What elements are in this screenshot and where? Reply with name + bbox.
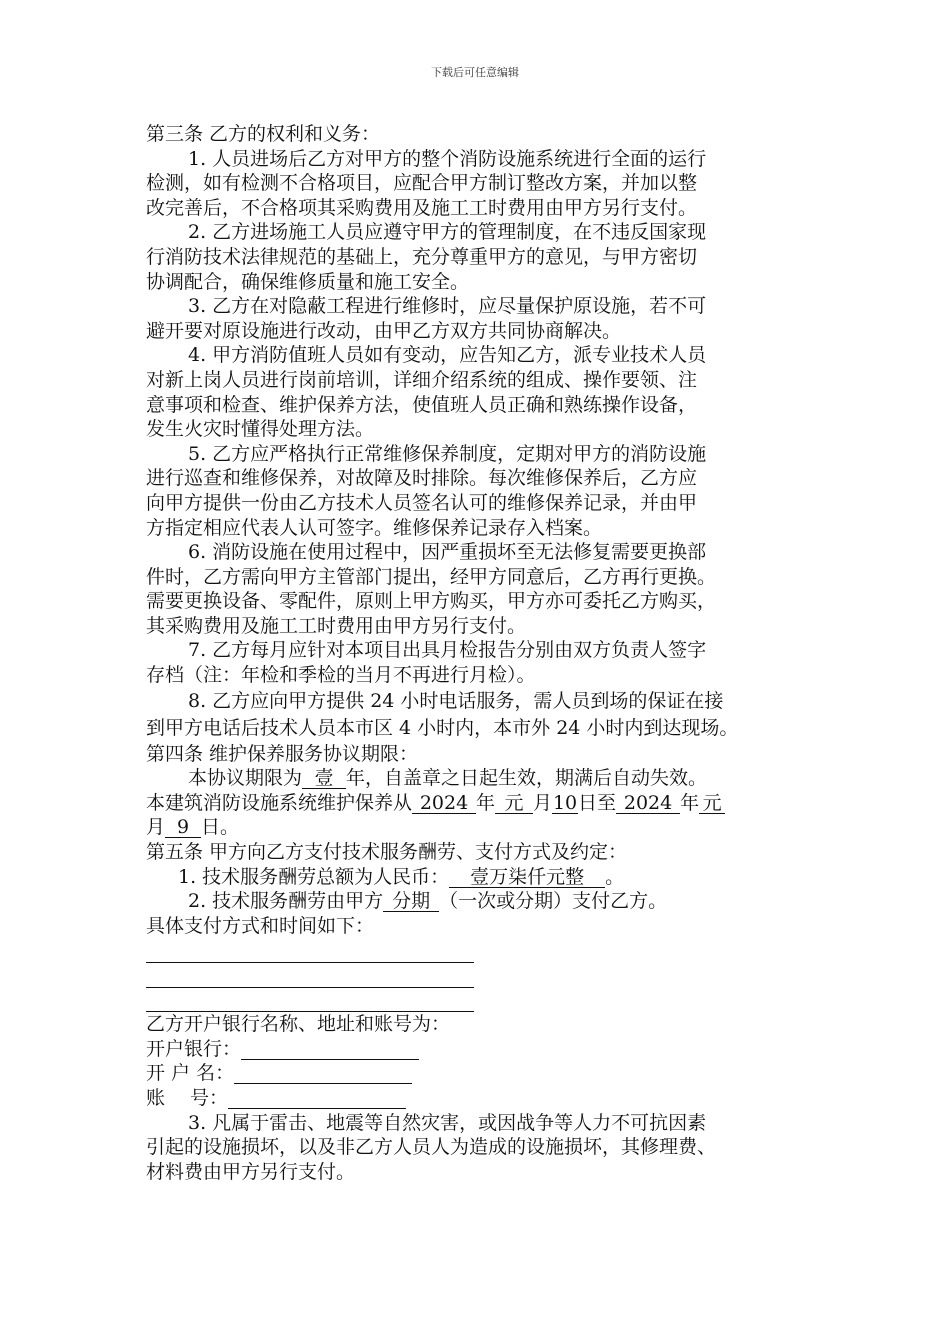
end-year-field: 2024 <box>616 793 680 814</box>
end-month-field: 元 <box>699 793 725 814</box>
clause-3-3-line: 3. 乙方在对隐蔽工程进行维修时，应尽量保护原设施，若不可 <box>188 295 707 318</box>
period-text: 日至 <box>578 791 617 814</box>
clause-3-6-line: 其采购费用及施工工时费用由甲方另行支付。 <box>146 614 527 637</box>
clause-3-6-line: 6. 消防设施在使用过程中，因严重损坏至无法修复需要更换部 <box>188 541 707 564</box>
account-name-label: 开 户 名： <box>146 1062 235 1085</box>
payment-method-line <box>146 889 816 914</box>
bank-label: 开户银行： <box>146 1037 242 1060</box>
period-line <box>146 815 816 840</box>
account-number-field <box>228 1088 406 1109</box>
clause-3-1-line: 1. 人员进场后乙方对甲方的整个消防设施系统进行全面的运行 <box>188 147 707 170</box>
start-day-field: 10 <box>552 791 578 814</box>
clause-3-7-line: 存档（注：年检和季检的当月不再进行月检）。 <box>146 664 536 687</box>
clause-3-8-line: 8. 乙方应向甲方提供 24 小时电话服务，需人员到场的保证在接 <box>188 689 724 712</box>
clause-3-5-line: 5. 乙方应严格执行正常维修保养制度，定期对甲方的消防设施 <box>188 442 707 465</box>
clause-5-3-line: 3. 凡属于雷击、地震等自然灾害，或因战争等人力不可抗因素 <box>188 1111 707 1134</box>
bank-name-line <box>146 1037 816 1062</box>
payment-detail-label: 具体支付方式和时间如下： <box>146 914 375 937</box>
clause-3-6-line: 件时，乙方需向甲方主管部门提出，经甲方同意后，乙方再行更换。 <box>146 565 717 588</box>
period-text: 月 <box>146 816 166 839</box>
fee-text: 1. 技术服务酬劳总额为人民币： <box>178 865 450 888</box>
payment-method-field: 分期 <box>383 891 439 912</box>
page-header: 下载后可任意编辑 <box>431 66 519 79</box>
clause-5-3-line: 材料费由甲方另行支付。 <box>146 1160 356 1183</box>
clause-3-4-line: 对新上岗人员进行岗前培训，详细介绍系统的组成、操作要领、注 <box>146 368 698 391</box>
period-line <box>146 791 816 816</box>
period-text: 日。 <box>201 816 240 839</box>
term-text: 本协议期限为 <box>188 767 303 790</box>
clause-3-2-line: 行消防技术法律规范的基础上，充分尊重甲方的意见，与甲方密切 <box>146 245 698 268</box>
document-body <box>146 122 816 1184</box>
payment-detail-blank <box>146 963 474 988</box>
period-text: 年 <box>680 791 700 814</box>
account-number-label: 账 号： <box>146 1086 229 1109</box>
article-5-title: 第五条 甲方向乙方支付技术服务酬劳、支付方式及约定： <box>146 841 628 864</box>
payment-detail-blank <box>146 988 474 1013</box>
term-text: 年，自盖章之日起生效，期满后自动失效。 <box>346 767 708 790</box>
clause-3-5-line: 进行巡查和维修保养，对故障及时排除。每次维修保养后，乙方应 <box>146 467 698 490</box>
end-day-field: 9 <box>165 817 201 838</box>
payment-detail-blank <box>146 938 474 963</box>
fee-text: 。 <box>605 865 625 888</box>
clause-3-1-line: 改完善后，不合格项其采购费用及施工工时费用由甲方另行支付。 <box>146 196 698 219</box>
term-line <box>146 766 816 791</box>
clause-3-4-line: 4. 甲方消防值班人员如有变动，应告知乙方，派专业技术人员 <box>188 344 707 367</box>
start-month-field: 元 <box>495 793 533 814</box>
article-3-title: 第三条 乙方的权利和义务： <box>146 123 381 145</box>
clause-3-1-line: 检测，如有检测不合格项目，应配合甲方制订整改方案，并加以整 <box>146 172 698 195</box>
period-text: 本建筑消防设施系统维护保养从 <box>146 791 413 814</box>
clause-5-3-line: 引起的设施损坏，以及非乙方人员人为造成的设施损坏，其修理费、 <box>146 1136 717 1159</box>
fee-amount-field: 壹万柒仟元整 <box>449 867 605 888</box>
clause-3-5-line: 向甲方提供一份由乙方技术人员签名认可的维修保养记录，并由甲 <box>146 491 698 514</box>
period-text: 年 <box>476 791 496 814</box>
clause-3-7-line: 7. 乙方每月应针对本项目出具月检报告分别由双方负责人签字 <box>188 639 707 662</box>
clause-3-6-line: 需要更换设备、零配件，原则上甲方购买，甲方亦可委托乙方购买， <box>146 590 717 613</box>
payment-text: （一次或分期）支付乙方。 <box>439 890 668 913</box>
account-name-line <box>146 1061 816 1086</box>
term-years-field: 壹 <box>302 768 346 789</box>
bank-name-field <box>241 1039 419 1060</box>
account-name-field <box>234 1063 412 1084</box>
fee-total-line <box>146 865 816 890</box>
clause-3-2-line: 协调配合，确保维修质量和施工安全。 <box>146 270 470 293</box>
clause-3-2-line: 2. 乙方进场施工人员应遵守甲方的管理制度，在不违反国家现 <box>188 221 707 244</box>
clause-3-8-line: 到甲方电话后技术人员本市区 4 小时内，本市外 24 小时内到达现场。 <box>146 716 739 739</box>
article-4-title: 第四条 维护保养服务协议期限： <box>146 742 419 765</box>
start-year-field: 2024 <box>412 793 476 814</box>
clause-3-3-line: 避开要对原设施进行改动，由甲乙方双方共同协商解决。 <box>146 319 622 342</box>
account-number-line <box>146 1086 816 1111</box>
clause-3-4-line: 发生火灾时懂得处理方法。 <box>146 418 375 441</box>
bank-info-title: 乙方开户银行名称、地址和账号为： <box>146 1013 451 1036</box>
clause-3-4-line: 意事项和检查、维护保养方法，使值班人员正确和熟练操作设备， <box>146 393 698 416</box>
period-text: 月 <box>533 791 553 814</box>
clause-3-5-line: 方指定相应代表人认可签字。维修保养记录存入档案。 <box>146 516 603 539</box>
payment-text: 2. 技术服务酬劳由甲方 <box>188 890 384 913</box>
